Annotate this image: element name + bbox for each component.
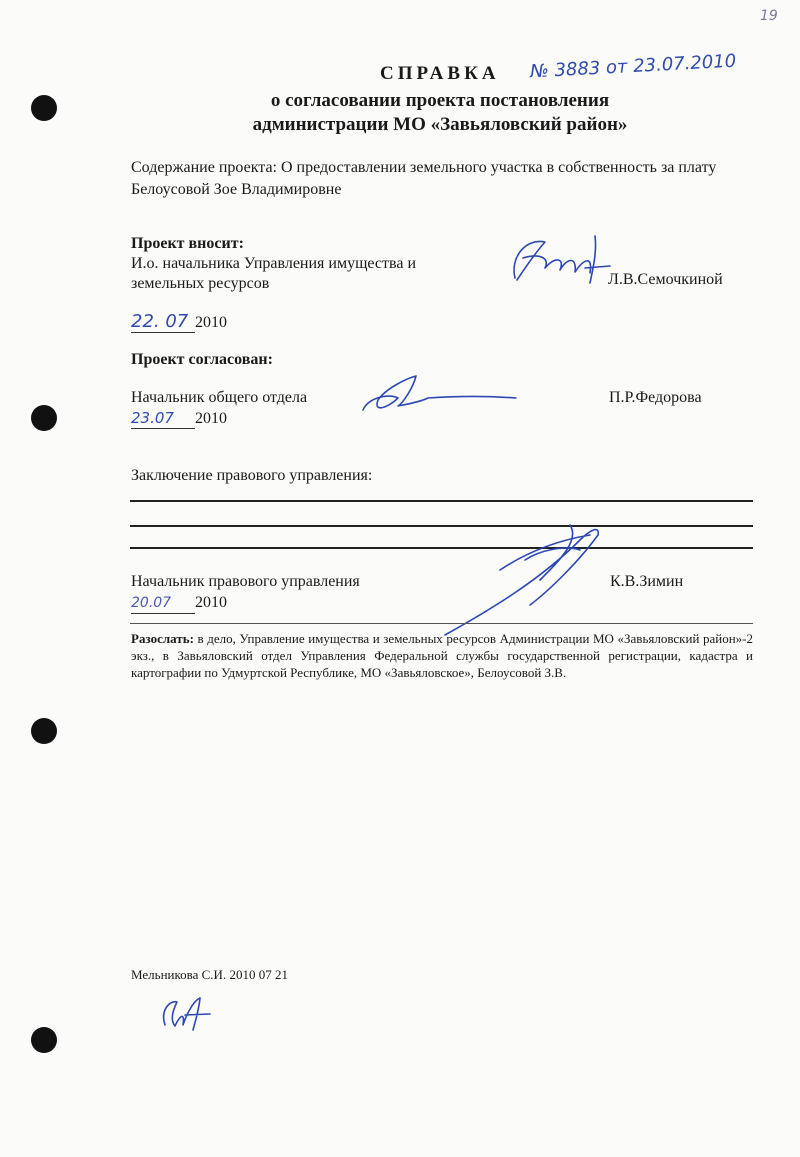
project-content-line: Содержание проекта: О предоставлении земельного участка в собственность за плату (131, 159, 717, 176)
submitter-position: И.о. начальника Управления имущества и (131, 255, 417, 272)
approved-heading: Проект согласован: (131, 351, 273, 368)
document-title: СПРАВКА (380, 63, 500, 84)
binder-hole (31, 1027, 57, 1053)
registration-note: № 3883 от 23.07.2010 (529, 50, 737, 83)
submitted-year: 2010 (195, 314, 227, 331)
submitted-date (131, 312, 227, 333)
submitter-name: Л.В.Семочкиной (608, 271, 723, 288)
distribution-label: Разослать: (131, 631, 194, 646)
executor-signature (155, 990, 215, 1035)
legal-date (131, 593, 227, 614)
approver-name: П.Р.Федорова (609, 389, 702, 406)
blank-line (130, 500, 753, 502)
legal-signature (440, 520, 620, 640)
document-subtitle: администрации МО «Завьяловский район» (252, 114, 628, 135)
submitter-position: земельных ресурсов (131, 275, 270, 292)
separator (130, 623, 753, 624)
approved-year: 2010 (195, 410, 227, 427)
approver-position: Начальник общего отдела (131, 389, 308, 406)
approved-date-hand: 23.07 (131, 408, 195, 429)
distribution-text: в дело, Управление имущества и земельных ресурсов Администрации МО «Завьяловский район»-2 экз., в Завьяловский отдел Управления Федеральной службы государственной регистрации, кадастра и картографии по Удмуртской Республике, МО «Завьяловское», Белоусовой З.В. (131, 631, 753, 680)
project-content-line: Белоусовой Зое Владимировне (131, 181, 342, 198)
legal-conclusion-heading: Заключение правового управления: (131, 467, 373, 484)
legal-date-hand: 20.07 (131, 593, 195, 614)
approver-signature (358, 368, 518, 418)
legal-year: 2010 (195, 594, 227, 611)
approved-date (131, 408, 227, 429)
legal-head-name: К.В.Зимин (610, 573, 684, 590)
submitter-signature (505, 228, 615, 288)
binder-hole (31, 405, 57, 431)
executor-line: Мельникова С.И. 2010 07 21 (131, 967, 288, 982)
distribution-block (131, 630, 753, 681)
document-subtitle: о согласовании проекта постановления (270, 90, 610, 111)
submitted-heading: Проект вносит: (131, 235, 244, 252)
page-number-mark: 19 (760, 8, 778, 24)
legal-head-position: Начальник правового управления (131, 573, 360, 590)
submitted-date-hand: 22. 07 (131, 312, 195, 333)
binder-hole (31, 718, 57, 744)
